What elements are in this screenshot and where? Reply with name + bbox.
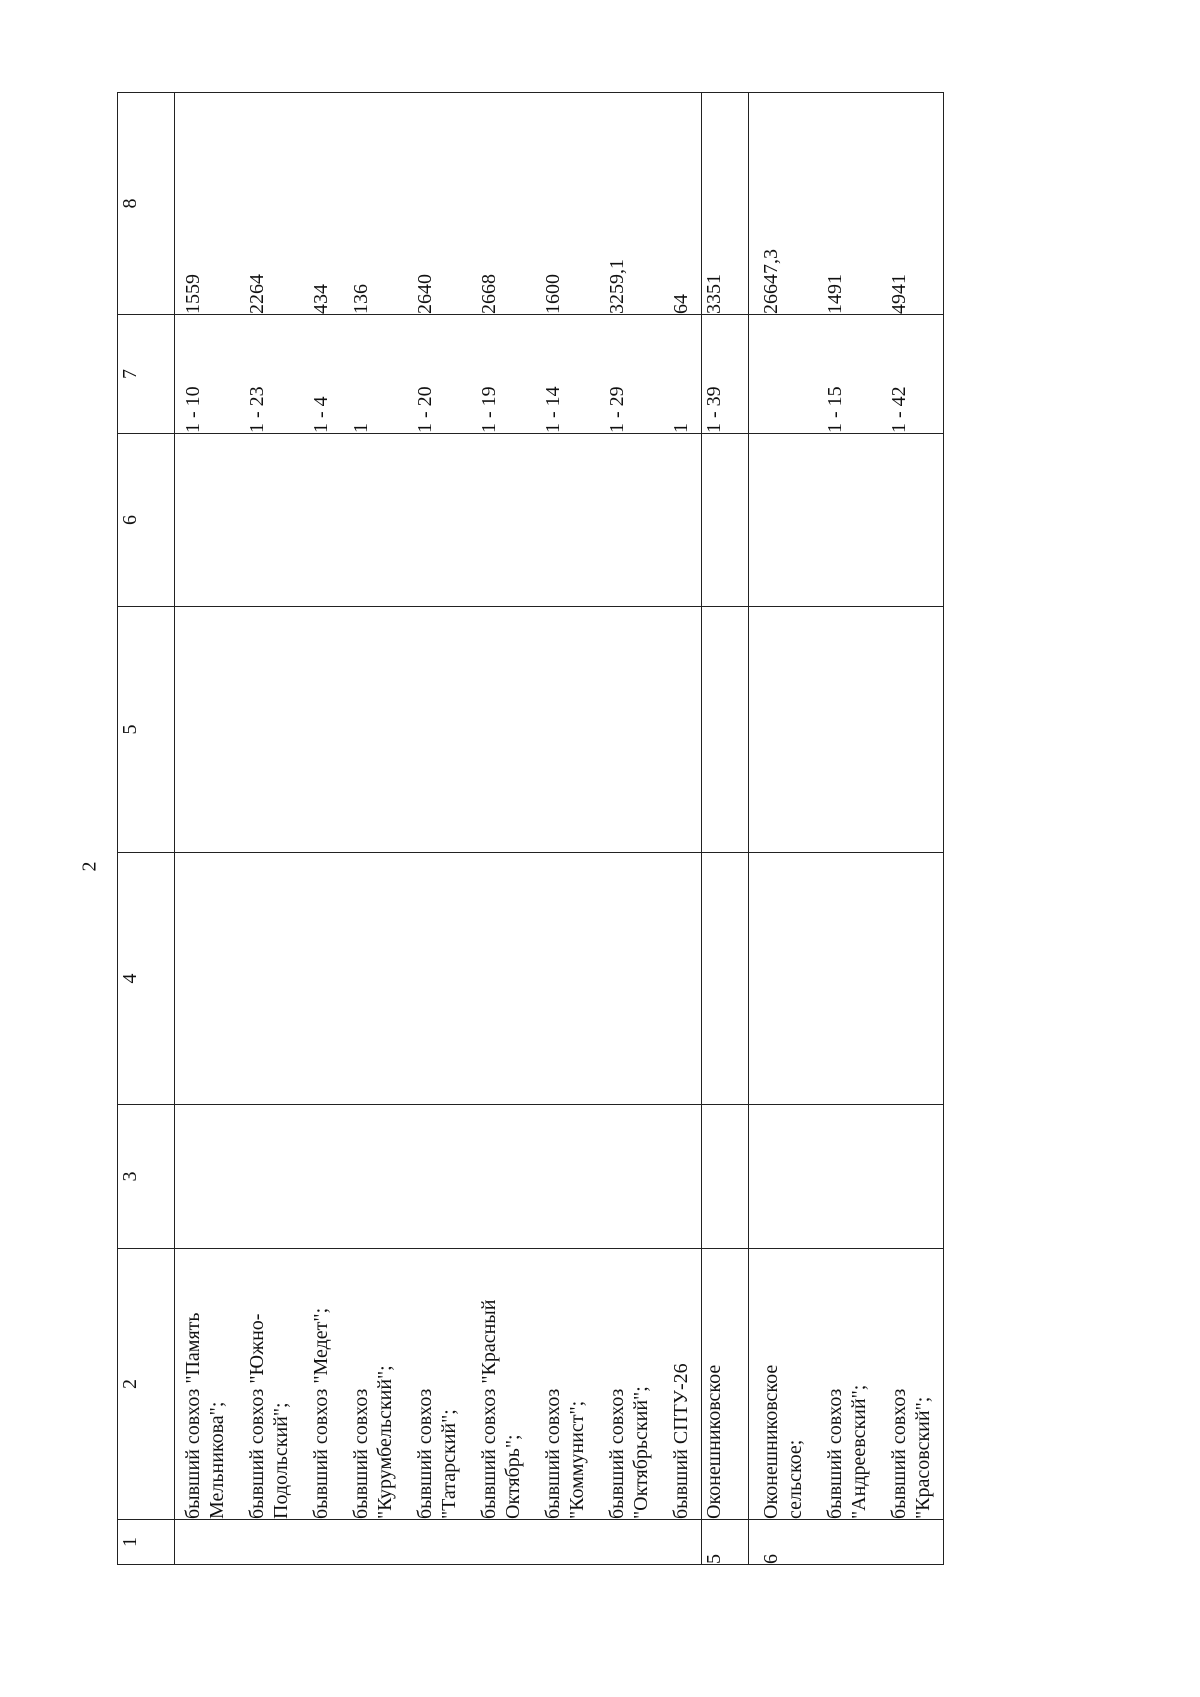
entry-gap — [653, 93, 669, 314]
empty-cell — [702, 853, 749, 1105]
entry-name — [759, 1249, 807, 1519]
empty-cell — [175, 853, 702, 1105]
header-cell: 5 — [118, 607, 175, 853]
entry-sheet-range: 1 — [350, 423, 372, 433]
entry-gap — [807, 315, 823, 433]
cell-bottom-spacer — [935, 315, 943, 433]
entry-name — [245, 1249, 293, 1519]
empty-cell — [175, 434, 702, 607]
entry-name-line: бывший совхоз "Медет"; — [310, 1307, 332, 1519]
entry-gap — [871, 93, 887, 314]
entry-sheet-range — [759, 315, 807, 433]
header-cell: 8 — [118, 93, 175, 315]
table-body — [118, 93, 944, 1565]
entry-gap — [653, 315, 669, 433]
empty-cell — [749, 1105, 944, 1249]
entry-sheet-range: 1 - 10 — [182, 386, 204, 433]
entry-name — [823, 1249, 871, 1519]
area-cell — [749, 93, 944, 315]
entry-gap — [229, 315, 245, 433]
entry-gap — [293, 315, 309, 433]
entry-gap — [807, 93, 823, 314]
entry-name-line: бывший совхоз — [888, 1388, 910, 1519]
land-table — [117, 92, 944, 1565]
header-cell: 4 — [118, 853, 175, 1105]
row-number-cell: 6 — [749, 1520, 944, 1565]
entry-gap — [461, 93, 477, 314]
entry-sheet-range: 1 - 42 — [888, 386, 910, 433]
sheet-range-cell — [749, 315, 944, 434]
entry-name-line: бывший совхоз — [350, 1388, 372, 1519]
entry-gap — [871, 1249, 887, 1519]
table-row — [749, 93, 944, 1565]
entry-area: 1600 — [542, 274, 564, 314]
area-cell — [175, 93, 702, 315]
table-row — [175, 93, 702, 1565]
entry-area: 434 — [310, 284, 332, 314]
header-cell: 3 — [118, 1105, 175, 1249]
entry-name-line: "Курумбельский"; — [374, 1365, 396, 1519]
empty-cell — [702, 434, 749, 607]
entry-name-line: бывший совхоз — [824, 1388, 846, 1519]
entry-sheet-range: 1 - 23 — [246, 386, 268, 433]
entry-name-line: бывший совхоз "Южно- — [246, 1313, 268, 1519]
header-row — [118, 93, 175, 1565]
row-number-cell — [175, 1520, 702, 1565]
entry-name-line: "Красовский"; — [912, 1396, 934, 1519]
header-cell: 6 — [118, 434, 175, 607]
entry-name — [181, 1249, 229, 1519]
entry-name-line: Подольский"; — [270, 1402, 292, 1519]
cell-bottom-spacer — [935, 93, 943, 314]
entry-name-line: "Татарский"; — [438, 1409, 460, 1519]
entry-area: 3259,1 — [606, 259, 628, 314]
entry-name-line: бывший совхоз "Красный — [478, 1299, 500, 1519]
entry-name — [669, 1249, 693, 1519]
name-cell — [175, 1249, 702, 1520]
entry-gap — [293, 1249, 309, 1519]
entry-gap — [653, 1249, 669, 1519]
entry-sheet-range: 1 - 29 — [606, 386, 628, 433]
rotated-table-container — [117, 93, 1099, 1565]
entry-name — [349, 1249, 397, 1519]
entry-gap — [589, 1249, 605, 1519]
entry-name — [887, 1249, 935, 1519]
entry-area: 2264 — [246, 274, 268, 314]
header-cell: 7 — [118, 315, 175, 434]
empty-cell — [749, 853, 944, 1105]
entry-area: 1559 — [182, 274, 204, 314]
empty-cell — [749, 607, 944, 853]
name-cell — [749, 1249, 944, 1520]
entry-area: 26647,3 — [760, 249, 782, 314]
entry-sheet-range: 1 — [670, 423, 692, 433]
entry-name — [605, 1249, 653, 1519]
entry-name-line: Оконешниковское — [760, 1364, 782, 1519]
cell-bottom-spacer — [693, 1249, 701, 1519]
entry-gap — [229, 93, 245, 314]
sheet-range-cell: 1 - 39 — [702, 315, 749, 434]
entry-name-line: бывший совхоз — [542, 1388, 564, 1519]
cell-bottom-spacer — [693, 93, 701, 314]
entry-gap — [333, 1249, 349, 1519]
entry-sheet-range: 1 - 14 — [542, 386, 564, 433]
cell-bottom-spacer — [935, 1249, 943, 1519]
entry-gap — [807, 1249, 823, 1519]
name-cell: Оконешниковское — [702, 1249, 749, 1520]
entry-gap — [397, 315, 413, 433]
entry-gap — [397, 93, 413, 314]
entry-name-line: бывший СПТУ-26 — [670, 1363, 692, 1519]
empty-cell — [175, 1105, 702, 1249]
empty-cell — [702, 1105, 749, 1249]
entry-name — [413, 1249, 461, 1519]
cell-bottom-spacer — [693, 315, 701, 433]
empty-cell — [749, 434, 944, 607]
entry-name-line: бывший совхоз "Память — [182, 1312, 204, 1519]
entry-sheet-range: 1 - 15 — [824, 386, 846, 433]
entry-name-line: "Андреевский"; — [848, 1384, 870, 1519]
page-number: 2 — [78, 861, 101, 872]
entry-gap — [461, 1249, 477, 1519]
entry-gap — [333, 315, 349, 433]
entry-gap — [871, 315, 887, 433]
entry-name — [309, 1249, 333, 1519]
row-number-cell: 5 — [702, 1520, 749, 1565]
entry-name-line: бывший совхоз — [414, 1388, 436, 1519]
entry-name-line: бывший совхоз — [606, 1388, 628, 1519]
entry-sheet-range: 1 - 19 — [478, 386, 500, 433]
entry-sheet-range: 1 - 20 — [414, 386, 436, 433]
entry-name-line: Октябрь"; — [502, 1434, 524, 1519]
area-cell: 3351 — [702, 93, 749, 315]
entry-gap — [589, 93, 605, 314]
entry-name-line: сельское; — [784, 1439, 806, 1519]
entry-area: 2668 — [478, 274, 500, 314]
entry-sheet-range: 1 - 4 — [310, 396, 332, 433]
entry-area: 1491 — [824, 274, 846, 314]
entry-area: 4941 — [888, 274, 910, 314]
entry-name — [477, 1249, 525, 1519]
empty-cell — [702, 607, 749, 853]
entry-gap — [229, 1249, 245, 1519]
entry-gap — [397, 1249, 413, 1519]
entry-area: 64 — [670, 294, 692, 314]
entry-gap — [525, 1249, 541, 1519]
empty-cell — [175, 607, 702, 853]
sheet-range-cell — [175, 315, 702, 434]
entry-name-line: "Коммунист"; — [566, 1400, 588, 1519]
entry-area: 2640 — [414, 274, 436, 314]
entry-name — [541, 1249, 589, 1519]
entry-name-line: "Октябрьский"; — [630, 1386, 652, 1519]
table-row — [702, 93, 749, 1565]
header-cell: 1 — [118, 1520, 175, 1565]
entry-gap — [461, 315, 477, 433]
entry-name-line: Мельникова"; — [206, 1401, 228, 1519]
entry-gap — [525, 93, 541, 314]
header-cell: 2 — [118, 1249, 175, 1520]
entry-gap — [525, 315, 541, 433]
entry-area: 136 — [350, 284, 372, 314]
entry-gap — [333, 93, 349, 314]
entry-gap — [293, 93, 309, 314]
entry-gap — [589, 315, 605, 433]
